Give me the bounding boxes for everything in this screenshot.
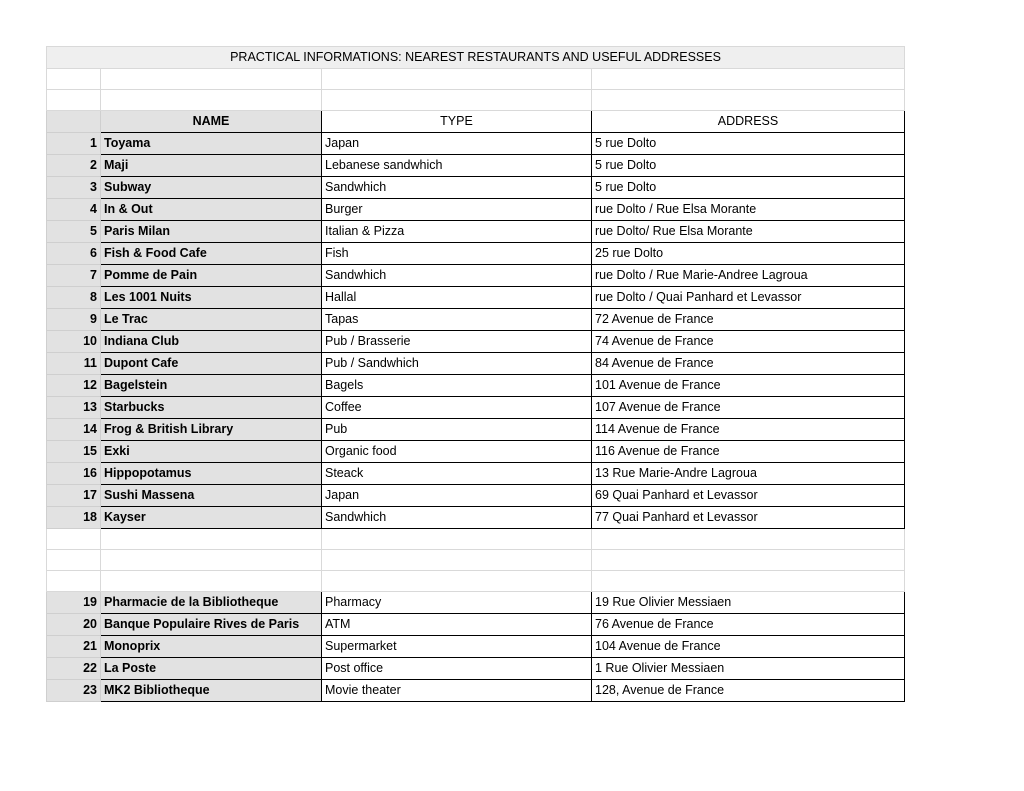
header-row	[47, 111, 905, 133]
table-row	[47, 199, 905, 221]
place-type: Fish	[322, 243, 592, 265]
place-name: Dupont Cafe	[101, 353, 322, 375]
place-address: 77 Quai Panhard et Levassor	[592, 507, 905, 529]
place-address: 69 Quai Panhard et Levassor	[592, 485, 905, 507]
place-type: Pub / Brasserie	[322, 331, 592, 353]
place-name: Starbucks	[101, 397, 322, 419]
table-row	[47, 463, 905, 485]
row-number: 22	[47, 658, 101, 680]
place-type: Pub / Sandwhich	[322, 353, 592, 375]
place-address: 19 Rue Olivier Messiaen	[592, 592, 905, 614]
blank-row	[47, 550, 905, 571]
table-row	[47, 485, 905, 507]
place-name: Toyama	[101, 133, 322, 155]
row-number: 6	[47, 243, 101, 265]
table-row	[47, 680, 905, 702]
place-address: 101 Avenue de France	[592, 375, 905, 397]
table-row	[47, 375, 905, 397]
table-row	[47, 287, 905, 309]
place-address: 25 rue Dolto	[592, 243, 905, 265]
blank-row	[47, 69, 905, 90]
place-type: Steack	[322, 463, 592, 485]
table-row	[47, 441, 905, 463]
row-number: 19	[47, 592, 101, 614]
place-address: 76 Avenue de France	[592, 614, 905, 636]
table-row	[47, 658, 905, 680]
table-row	[47, 265, 905, 287]
table-row	[47, 507, 905, 529]
place-name: Maji	[101, 155, 322, 177]
place-address: 116 Avenue de France	[592, 441, 905, 463]
place-type: Bagels	[322, 375, 592, 397]
place-address: 5 rue Dolto	[592, 133, 905, 155]
place-type: Organic food	[322, 441, 592, 463]
row-number: 23	[47, 680, 101, 702]
place-name: Fish & Food Cafe	[101, 243, 322, 265]
place-type: Hallal	[322, 287, 592, 309]
row-number: 12	[47, 375, 101, 397]
place-address: rue Dolto / Quai Panhard et Levassor	[592, 287, 905, 309]
table-row	[47, 592, 905, 614]
row-number: 1	[47, 133, 101, 155]
place-type: Tapas	[322, 309, 592, 331]
place-type: Burger	[322, 199, 592, 221]
title-row	[47, 47, 905, 69]
table-row	[47, 353, 905, 375]
place-type: Post office	[322, 658, 592, 680]
row-number: 4	[47, 199, 101, 221]
place-type: Sandwhich	[322, 177, 592, 199]
row-number: 20	[47, 614, 101, 636]
place-address: rue Dolto/ Rue Elsa Morante	[592, 221, 905, 243]
place-type: Italian & Pizza	[322, 221, 592, 243]
place-address: 104 Avenue de France	[592, 636, 905, 658]
place-name: Subway	[101, 177, 322, 199]
place-name: Frog & British Library	[101, 419, 322, 441]
place-name: Bagelstein	[101, 375, 322, 397]
place-type: Coffee	[322, 397, 592, 419]
spreadsheet-table	[46, 46, 905, 702]
place-address: 72 Avenue de France	[592, 309, 905, 331]
blank-row	[47, 90, 905, 111]
blank-row	[47, 571, 905, 592]
header-number-cell	[47, 111, 101, 133]
header-address: ADDRESS	[592, 111, 905, 133]
place-name: In & Out	[101, 199, 322, 221]
row-number: 21	[47, 636, 101, 658]
place-type: Sandwhich	[322, 265, 592, 287]
place-name: Pharmacie de la Bibliotheque	[101, 592, 322, 614]
place-type: Supermarket	[322, 636, 592, 658]
place-name: MK2 Bibliotheque	[101, 680, 322, 702]
row-number: 11	[47, 353, 101, 375]
blank-row	[47, 529, 905, 550]
place-name: La Poste	[101, 658, 322, 680]
row-number: 16	[47, 463, 101, 485]
place-address: rue Dolto / Rue Marie-Andree Lagroua	[592, 265, 905, 287]
place-name: Pomme de Pain	[101, 265, 322, 287]
table-row	[47, 133, 905, 155]
table-row	[47, 331, 905, 353]
place-type: Movie theater	[322, 680, 592, 702]
header-name: NAME	[101, 111, 322, 133]
table-row	[47, 614, 905, 636]
place-type: Japan	[322, 133, 592, 155]
table-row	[47, 155, 905, 177]
row-number: 18	[47, 507, 101, 529]
place-name: Monoprix	[101, 636, 322, 658]
table-row	[47, 221, 905, 243]
place-address: 107 Avenue de France	[592, 397, 905, 419]
row-number: 8	[47, 287, 101, 309]
row-number: 13	[47, 397, 101, 419]
place-address: 5 rue Dolto	[592, 155, 905, 177]
place-name: Exki	[101, 441, 322, 463]
table-row	[47, 419, 905, 441]
place-address: 5 rue Dolto	[592, 177, 905, 199]
place-name: Sushi Massena	[101, 485, 322, 507]
place-type: Sandwhich	[322, 507, 592, 529]
place-type: Pharmacy	[322, 592, 592, 614]
place-type: Japan	[322, 485, 592, 507]
place-type: ATM	[322, 614, 592, 636]
row-number: 14	[47, 419, 101, 441]
row-number: 17	[47, 485, 101, 507]
row-number: 2	[47, 155, 101, 177]
place-address: 1 Rue Olivier Messiaen	[592, 658, 905, 680]
place-name: Banque Populaire Rives de Paris	[101, 614, 322, 636]
table-row	[47, 636, 905, 658]
row-number: 10	[47, 331, 101, 353]
row-number: 9	[47, 309, 101, 331]
place-name: Le Trac	[101, 309, 322, 331]
place-address: 84 Avenue de France	[592, 353, 905, 375]
page-title: PRACTICAL INFORMATIONS: NEAREST RESTAURANTS AND USEFUL ADDRESSES	[47, 47, 905, 69]
place-name: Paris Milan	[101, 221, 322, 243]
place-address: 114 Avenue de France	[592, 419, 905, 441]
row-number: 7	[47, 265, 101, 287]
place-name: Kayser	[101, 507, 322, 529]
place-address: 74 Avenue de France	[592, 331, 905, 353]
table-row	[47, 309, 905, 331]
table-row	[47, 243, 905, 265]
place-name: Les 1001 Nuits	[101, 287, 322, 309]
place-type: Pub	[322, 419, 592, 441]
place-address: 13 Rue Marie-Andre Lagroua	[592, 463, 905, 485]
place-address: 128, Avenue de France	[592, 680, 905, 702]
place-type: Lebanese sandwhich	[322, 155, 592, 177]
place-name: Hippopotamus	[101, 463, 322, 485]
place-address: rue Dolto / Rue Elsa Morante	[592, 199, 905, 221]
row-number: 15	[47, 441, 101, 463]
place-name: Indiana Club	[101, 331, 322, 353]
header-type: TYPE	[322, 111, 592, 133]
row-number: 5	[47, 221, 101, 243]
row-number: 3	[47, 177, 101, 199]
table-row	[47, 397, 905, 419]
table-row	[47, 177, 905, 199]
